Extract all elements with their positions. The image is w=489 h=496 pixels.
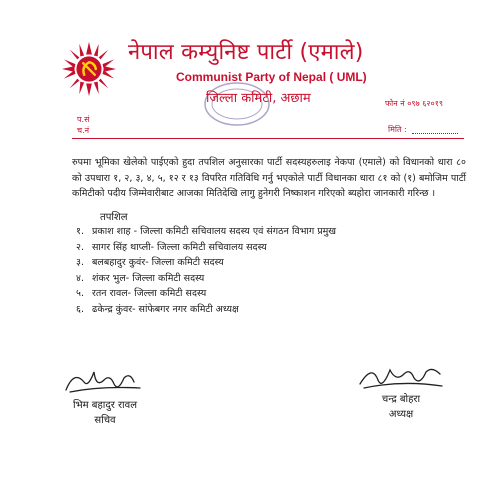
list-heading: तपशिल [100, 212, 128, 223]
list-item-number: ६. [76, 303, 84, 315]
list-item [76, 224, 336, 240]
party-logo-icon [60, 40, 118, 98]
list-item-text: रतन रावल- जिल्ला कमिटी सदस्य [92, 288, 207, 299]
reference-number-label: प.सं [77, 115, 90, 124]
body-paragraph: रुपमा भूमिका खेलेको पाईएको हुदा तपशिल अनुसारका पार्टी सदस्यहरुलाइ नेकपा (एमाले) को विधानको धारा ८० को उपधारा १, २, ३, ४, ५, १२ र १३ विपरित गतिविधि गर्नु भएकोले पार्टी विधानका धारा ८१ को (१) बमोजिम पार्टी कमिटीको पदीय जिम्मेवारीबाट आजका मितिदेखि लागु हुनेगरी निष्काशन गरिएको ब्यहोरा जानकारी गरिन्छ । [72, 157, 466, 199]
secretary-title: सचिव [94, 415, 116, 426]
list-item-text: बलबहादुर कुवंर- जिल्ला कमिटी सदस्य [92, 257, 224, 268]
list-item [76, 286, 336, 302]
chairperson-title: अध्यक्ष [388, 409, 414, 420]
list-item-number: ५. [76, 288, 84, 299]
list-item-number: ४. [76, 272, 84, 284]
district-committee-subtitle: जिल्ला कमिटी, अछाम [206, 91, 311, 106]
secretary-signature-icon [60, 364, 146, 398]
chairperson-signature-icon [356, 360, 446, 394]
list-item [76, 240, 336, 256]
list-item [76, 255, 336, 271]
list-item-number: ३. [76, 257, 84, 268]
secretary-name: भिम बहादुर रावल [73, 400, 137, 411]
list-item [76, 302, 336, 318]
date-line [412, 133, 458, 134]
header-divider [72, 138, 464, 139]
list-item-text: शंकर भुल- जिल्ला कमिटी सदस्य [92, 272, 205, 284]
party-name-nepali: नेपाल कम्युनिष्ट पार्टी (एमाले) [128, 40, 364, 65]
phone-number: फोन नं ०९७ ६२०१९ [385, 99, 444, 108]
list-item [76, 271, 336, 287]
chairperson-name: चन्द्र बोहरा [381, 394, 421, 405]
list-item-text: सागर सिंह थाप्ली- जिल्ला कमिटी सचिवालय सदस्य [92, 241, 267, 253]
list-item-number: १. [76, 226, 84, 237]
member-list [76, 224, 336, 317]
dispatch-number-label: च.नं [77, 126, 90, 135]
list-item-text: ढकेन्द्र कुंवर- सांफेबगर नगर कमिटी अध्यक्ष [92, 303, 239, 315]
date-label: मिति : [388, 125, 407, 134]
list-item-number: २. [76, 241, 84, 253]
list-item-text: प्रकाश शाह - जिल्ला कमिटी सचिवालय सदस्य एवं संगठन विभाग प्रमुख [92, 226, 337, 237]
party-name-english: Communist Party of Nepal ( UML) [176, 70, 367, 84]
